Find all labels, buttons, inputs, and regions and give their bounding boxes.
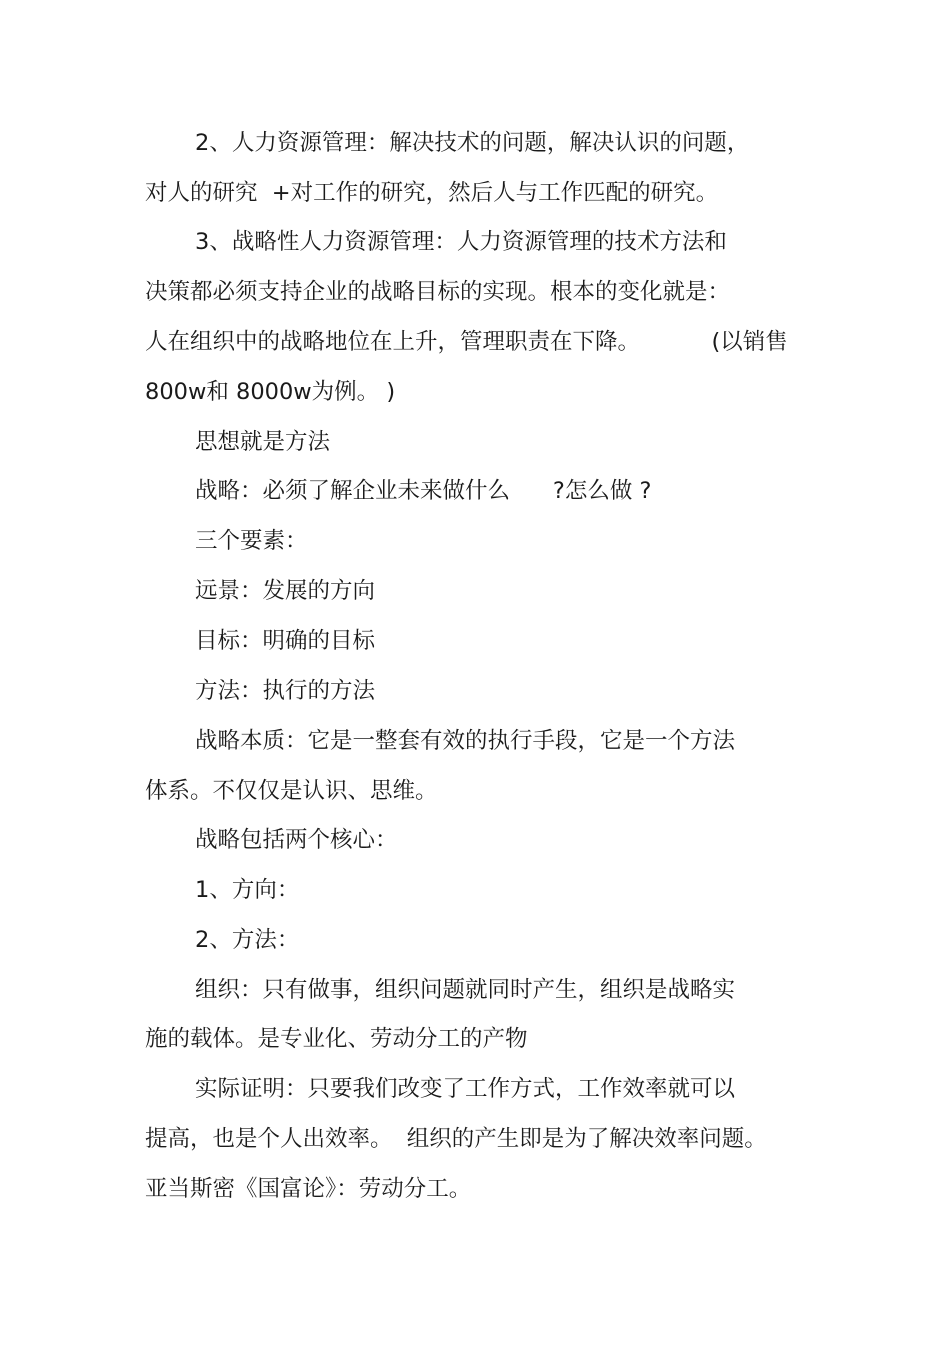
text-line: 施的载体。是专业化、劳动分工的产物: [145, 1026, 528, 1052]
text-line: 800w和 8000w为例。 ): [145, 379, 396, 405]
text-line: 目标：明确的目标: [195, 628, 376, 654]
text-line: 体系。不仅仅是认识、思维。: [145, 778, 438, 804]
text-line: 思想就是方法: [195, 429, 331, 455]
text-line: 1、方向：: [195, 877, 300, 903]
text-line: 实际证明：只要我们改变了工作方式，工作效率就可以: [195, 1076, 736, 1102]
text-line: 战略包括两个核心：: [195, 827, 398, 853]
text-line: 战略本质：它是一整套有效的执行手段，它是一个方法: [195, 728, 736, 754]
text-line: 组织：只有做事，组织问题就同时产生，组织是战略实: [195, 977, 736, 1003]
text-line: 亚当斯密《国富论》：劳动分工。: [145, 1176, 472, 1202]
text-line: 对人的研究 +对工作的研究，然后人与工作匹配的研究。: [145, 180, 719, 206]
text-line: 决策都必须支持企业的战略目标的实现。根本的变化就是：: [145, 279, 731, 305]
text-line: 远景：发展的方向: [195, 578, 376, 604]
text-line: 3、战略性人力资源管理：人力资源管理的技术方法和: [195, 229, 727, 255]
text-line: 2、方法：: [195, 927, 300, 953]
text-line: 战略：必须了解企业未来做什么 ?怎么做 ?: [195, 478, 652, 504]
text-line: 提高，也是个人出效率。 组织的产生即是为了解决效率问题。: [145, 1126, 767, 1152]
text-line: 人在组织中的战略地位在上升，管理职责在下降。 (以销售: [145, 329, 788, 355]
text-line: 2、人力资源管理：解决技术的问题，解决认识的问题，: [195, 130, 750, 156]
text-line: 方法：执行的方法: [195, 678, 376, 704]
text-line: 三个要素：: [195, 528, 308, 554]
